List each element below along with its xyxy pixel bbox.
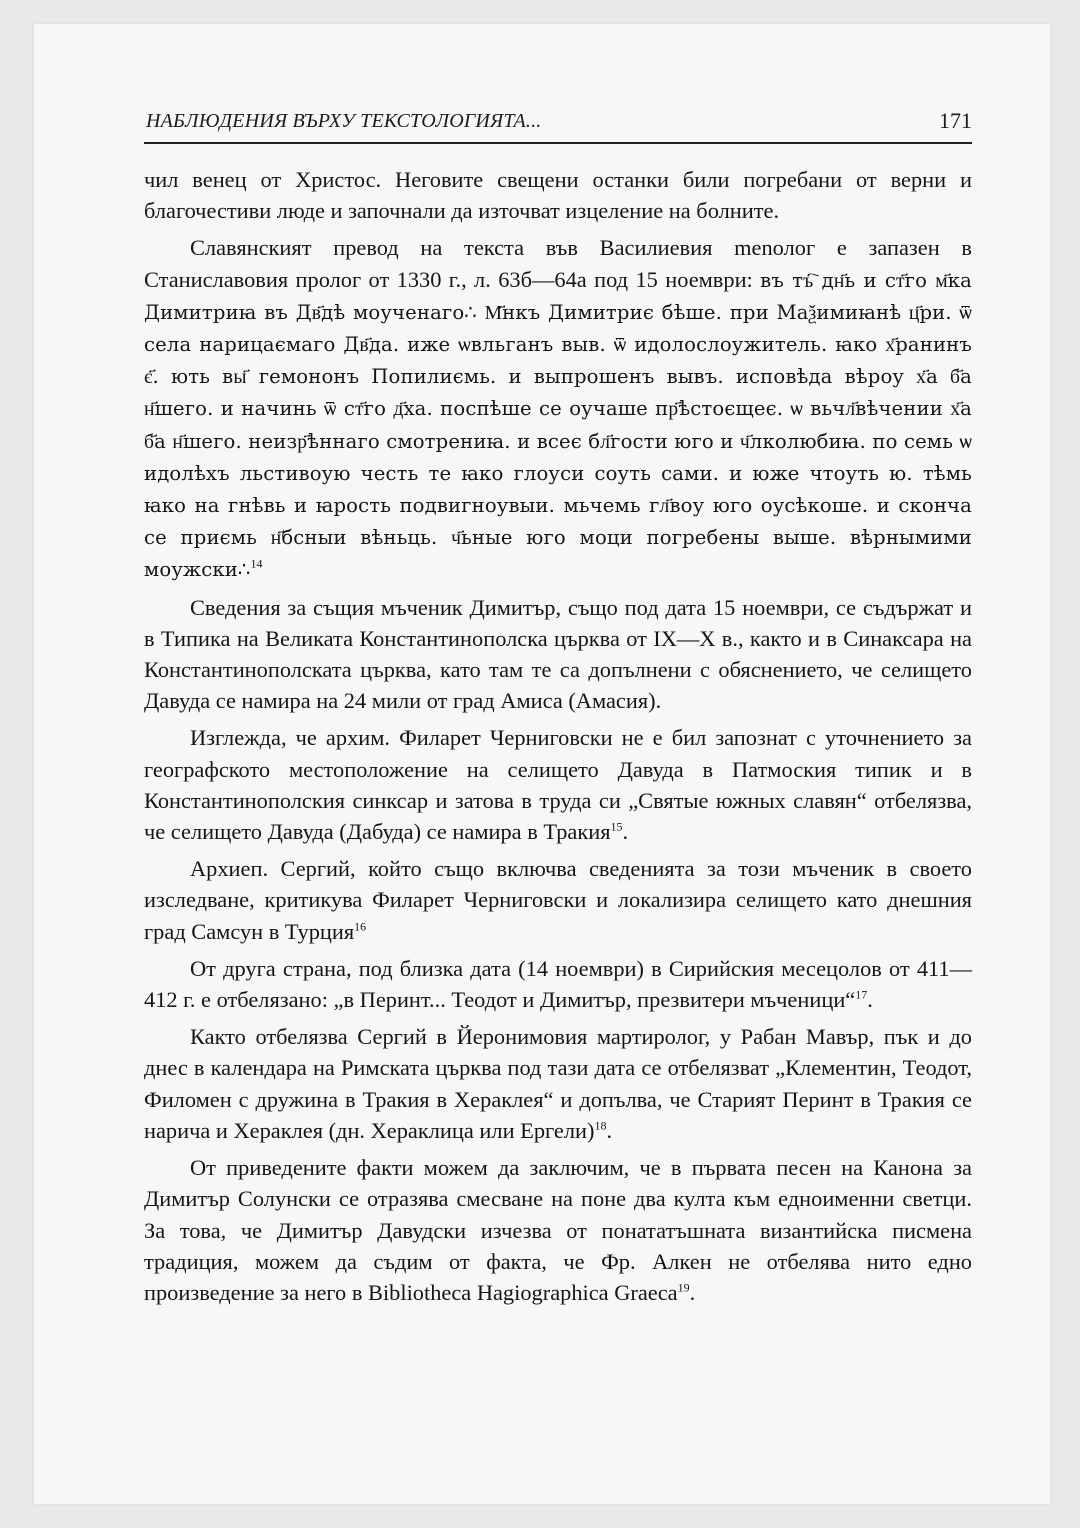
footnote-ref-14: 14 [250, 556, 263, 571]
running-header [144, 108, 972, 144]
paragraph-6: От друга страна, под близка дата (14 ноември) в Сирийския месецолов от 411—412 г. е отбелязано: „в Перинт... Теодот и Димитър, презвитери мъченици“$^{17}$. [144, 955, 972, 1013]
footnote-ref-18: 18 [594, 1118, 607, 1133]
body-text [144, 164, 972, 1314]
paragraph-5 [144, 853, 972, 947]
page-number: 171 [939, 108, 972, 133]
footnote-ref-16: 16 [354, 919, 367, 934]
paragraph-2-intro: Славянският превод на текста във Василиевия menолог е запазен в Станиславовия пролог от 1330 г., л. 63б—64а под 15 ноември: [144, 235, 972, 292]
paragraph-8-text: От приведените факти можем да заключим, че в първата песен на Канона за Димитър Солунски се отразява смесване на поне два култа към едноименни светци. За това, че Димитър Давудски изчезва от понататъшната византийска писмена традиция, можем да съдим от факта, че Фр. Алкен не отбелява нито едно произведение за него в Bibliotheca Hagiographica Graeca [144, 1155, 972, 1305]
slavonic-quotation: въ тъ҇ дн҃ь и ст҃го м҃ка Димитриꙗ въ Дв҃дѣ моученаго∴ М҃нкъ Димитриє бѣше. при Маѯимиꙗнѣ ц҃ри. ѿ села нарицаємаго Дв҃да. иже ѡвльганъ выв. ѿ идолослоужитель. ꙗко х҃ранинъ є҃. ють вы҃ гемононъ Попилиємь. и выпрошенъ вывъ. исповѣда вѣроу х҃а б҃а н҃шего. и начинь ѿ ст҃го д҃ха. поспѣше се оучаше пр҃ѣстоєщеє. ѡ вьчл҃вѣчении х҃а б҃а н҃шего. неизр҃ѣннаго смотрениꙗ. и всеє бл҃гости юго и ч҃лколюбиꙗ. по семь ѡ идолѣхъ льстивоую честь те ꙗко глоуси соуть сами. и юже чтоуть ю. тѣмь ꙗко на гнѣвь и ꙗрость подвигноувыи. мьчемь гл҃воу юго оусѣкоше. и сконча се приємь н҃бсныи вѣньць. ч҃ьные юго моци погребены выше. вѣрнымими моужски∴ [144, 268, 972, 582]
paragraph-8: От приведените факти можем да заключим, че в първата песен на Канона за Димитър Солунски се отразява смесване на поне два култа към едноименни светци. За това, че Димитър Давудски изчезва от понататъшната византийска писмена традиция, можем да съдим от факта, че Фр. Алкен не отбелява нито едно произведение за него в Bibliotheca Hagiographica Graeca$^{19}$. [144, 1155, 972, 1305]
paragraph-5-text: Архиеп. Сергий, който също включва сведенията за този мъченик в своето изследване, критикува Филарет Черниговски и локализира селището като днешния град Самсун в Турция [144, 856, 972, 944]
paragraph-7: Както отбелязва Сергий в Йеронимовия мартиролог, у Рабан Мавър, пък и до днес в календара на Римската църква под тази дата се отбелязват „Клементин, Теодот, Филомен с дружина в Тракия в Хераклея“ и допълва, че Старият Перинт в Тракия се нарича и Хераклея (дн. Хераклица или Ергели)$^{18}$. [144, 1024, 972, 1143]
running-title: НАБЛЮДЕНИЯ ВЪРХУ ТЕКСТОЛОГИЯТА... [146, 110, 542, 132]
paragraph-1 [144, 164, 972, 226]
paragraph-3-text: Сведения за същия мъченик Димитър, също под дата 15 ноември, се съдържат и в Типика на Великата Константинополска църква от IX—X в., както и в Синаксара на Константинополската църква, като там те са допълнени с обяснението, че селището Давуда се намира на 24 мили от град Амиса (Амасия). [144, 594, 972, 714]
paragraph-1-text: чил венец от Христос. Неговите свещени останки били погребани от верни и благочестиви люде и започнали да източват изцеление на болните. [144, 167, 972, 224]
page-sheet [34, 24, 1050, 1504]
paragraph-4-text: Изглежда, че архим. Филарет Черниговски не е бил запознат с уточнението за географското местоположение на селището Давуда в Патмоския типик и в Константинополския синксар и затова в труда си „Святые южных славян“ отбелязва, че селището Давуда (Дабуда) се намира в Тракия [144, 725, 972, 845]
paragraph-3 [144, 592, 972, 717]
footnote-ref-17: 17 [855, 987, 868, 1002]
paragraph-4: Изглежда, че архим. Филарет Черниговски не е бил запознат с уточнението за географското местоположение на селището Давуда в Патмоския типик и в Константинополския синксар и затова в труда си „Святые южных славян“ отбелязва, че селището Давуда (Дабуда) се намира в Тракия$^{15}$. [144, 725, 972, 845]
footnote-ref-15: 15 [610, 819, 623, 834]
footnote-ref-19: 19 [677, 1280, 690, 1295]
paragraph-2 [144, 232, 972, 585]
paragraph-6-text: От друга страна, под близка дата (14 ноември) в Сирийския месецолов от 411—412 г. е отбелязано: „в Перинт... Теодот и Димитър, презвитери мъченици“ [144, 955, 972, 1013]
paragraph-7-text: Както отбелязва Сергий в Йеронимовия мартиролог, у Рабан Мавър, пък и до днес в календара на Римската църква под тази дата се отбелязват „Клементин, Теодот, Филомен с дружина в Тракия в Хераклея“ и допълва, че Старият Перинт в Тракия се нарича и Хераклея (дн. Хераклица или Ергели) [144, 1024, 972, 1143]
